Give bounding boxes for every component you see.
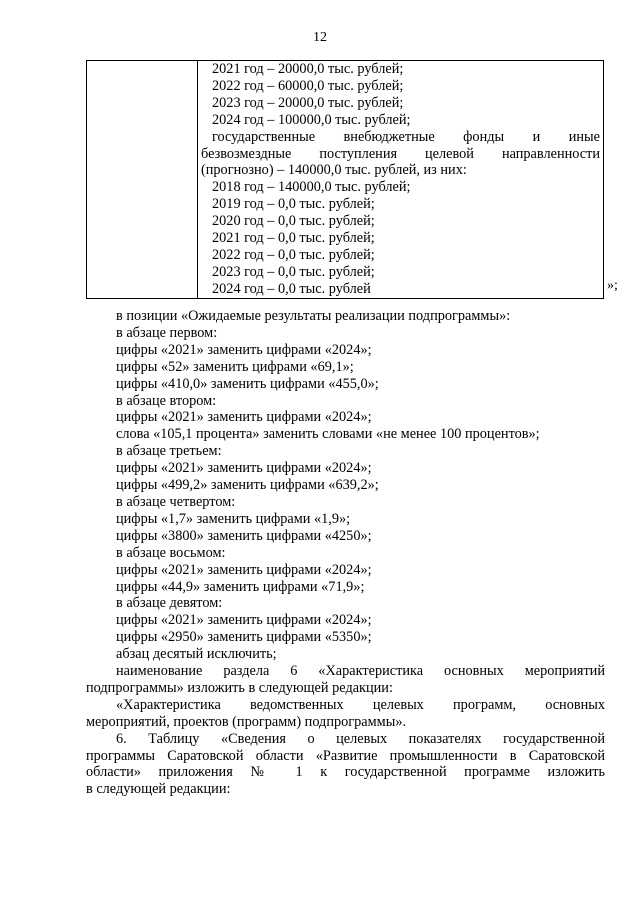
text-line: в абзаце третьем: — [116, 443, 222, 460]
table-line: 2021 год – 20000,0 тыс. рублей; — [212, 61, 404, 77]
text-line: цифры «2021» заменить цифрами «2024»; — [116, 409, 372, 426]
text-line: цифры «2021» заменить цифрами «2024»; — [116, 341, 372, 358]
text-line: в следующей редакции: — [86, 781, 231, 798]
paragraph-section-title — [86, 663, 605, 697]
paragraph-new-title — [86, 697, 605, 731]
table-line: 2022 год – 60000,0 тыс. рублей; — [212, 77, 404, 94]
table-left-cell — [87, 61, 198, 299]
text-line: в позиции «Ожидаемые результаты реализации подпрограммы»: — [116, 308, 511, 324]
text-line: цифры «2021» заменить цифрами «2024»; — [116, 460, 372, 477]
text-line: наименование раздела 6 «Характеристика основных мероприятий — [116, 663, 605, 680]
text-line: 6. Таблицу «Сведения о целевых показателях государственной — [116, 730, 605, 747]
table-right-cell — [198, 61, 604, 299]
paragraph-table-6 — [86, 731, 605, 799]
text-line: цифры «52» заменить цифрами «69,1»; — [116, 358, 354, 375]
text-line: цифры «1,7» заменить цифрами «1,9»; — [116, 510, 351, 527]
funding-table — [86, 60, 604, 299]
text-line: цифры «410,0» заменить цифрами «455,0»; — [116, 375, 379, 392]
text-line: в абзаце девятом: — [116, 595, 223, 612]
text-line: цифры «2021» заменить цифрами «2024»; — [116, 561, 372, 578]
table-line: (прогнозно) – 140000,0 тыс. рублей, из них: — [201, 162, 467, 179]
text-line: цифры «499,2» заменить цифрами «639,2»; — [116, 477, 379, 494]
text-line: цифры «3800» заменить цифрами «4250»; — [116, 527, 372, 544]
table-line: 2021 год – 0,0 тыс. рублей; — [212, 230, 375, 247]
text-line: «Характеристика ведомственных целевых программ, основных — [116, 696, 605, 713]
table-line: государственные внебюджетные фонды и иные — [212, 128, 600, 145]
table-line: безвозмездные поступления целевой направленности — [201, 145, 600, 162]
document-body — [86, 308, 605, 798]
table-line: 2024 год – 0,0 тыс. рублей — [212, 280, 371, 297]
text-line: слова «105,1 процента» заменить словами «не менее 100 процентов»; — [116, 426, 540, 443]
text-line: мероприятий, проектов (программ) подпрограммы». — [86, 713, 407, 730]
text-line: подпрограммы» изложить в следующей редакции: — [86, 679, 393, 696]
table-line: 2024 год – 100000,0 тыс. рублей; — [212, 111, 411, 128]
text-line: в абзаце втором: — [116, 392, 217, 409]
text-line: программы Саратовской области «Развитие промышленности в Саратовской — [86, 747, 605, 764]
table-line: 2022 год – 0,0 тыс. рублей; — [212, 246, 375, 263]
table-line: 2020 год – 0,0 тыс. рублей; — [212, 213, 375, 230]
text-line: цифры «44,9» заменить цифрами «71,9»; — [116, 578, 365, 595]
text-line: в абзаце первом: — [116, 324, 218, 341]
text-line: цифры «2950» заменить цифрами «5350»; — [116, 629, 372, 646]
table-closing-quote: »; — [607, 278, 618, 293]
text-line: в абзаце восьмом: — [116, 544, 226, 561]
page-number: 12 — [313, 30, 327, 45]
table-line: 2019 год – 0,0 тыс. рублей; — [212, 196, 375, 213]
text-line: в абзаце четвертом: — [116, 493, 236, 510]
table-line: 2018 год – 140000,0 тыс. рублей; — [212, 179, 411, 196]
text-line: абзац десятый исключить; — [116, 646, 277, 663]
text-line: цифры «2021» заменить цифрами «2024»; — [116, 612, 372, 629]
text-line: области» приложения № 1 к государственной программе изложить — [86, 764, 605, 781]
table-line: 2023 год – 20000,0 тыс. рублей; — [212, 94, 404, 111]
table-line: 2023 год – 0,0 тыс. рублей; — [212, 263, 375, 280]
